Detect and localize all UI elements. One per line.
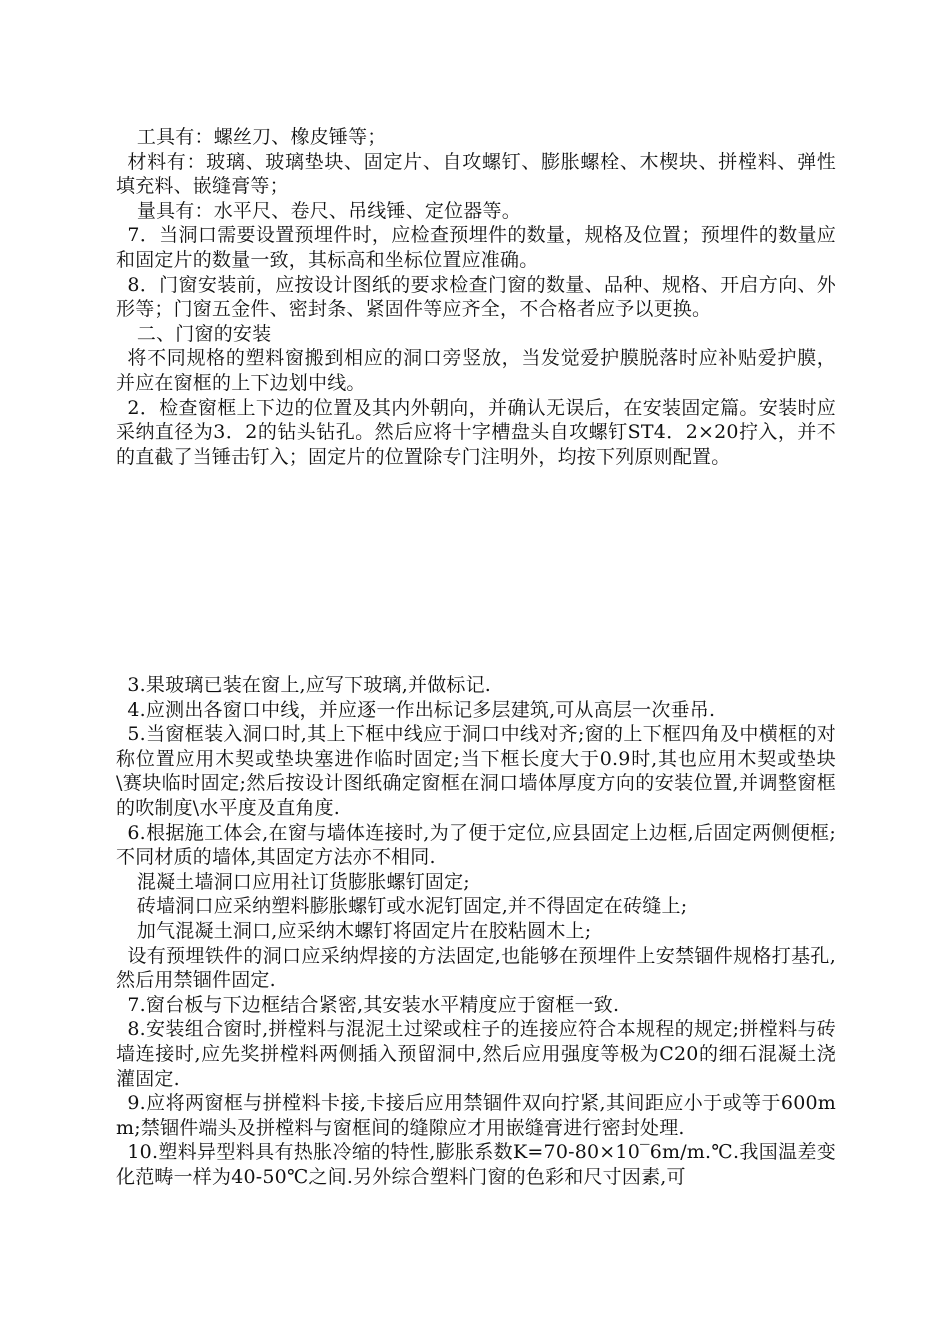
paragraph-item-7: 7．当洞口需要设置预埋件时，应检查预埋件的数量，规格及位置；预埋件的数量应和固定片的数量一致，其标高和坐标位置应准确。 — [116, 224, 836, 271]
paragraph-tools: 工具有：螺丝刀、橡皮锤等； — [136, 126, 387, 148]
paragraph-concrete-wall: 混凝土墙洞口应用社订货膨胀螺钉固定; — [136, 870, 470, 893]
paragraph-measuring-tools: 量具有：水平尺、卷尺、吊线锤、定位器等。 — [136, 199, 521, 222]
paragraph-step-9: 9.应将两窗框与拼樘料卡接,卡接后应用禁锢件双向拧紧,其间距应小于或等于600mm;禁锢件端头及拼樘料与窗框间的缝隙应才用嵌缝膏进行密封处理. — [116, 1092, 836, 1139]
paragraph-brick-wall: 砖墙洞口应采纳塑料膨胀螺钉或水泥钉固定,并不得固定在砖缝上; — [136, 895, 688, 918]
text-block-bottom — [116, 673, 836, 1189]
paragraph-step-8: 8.安装组合窗时,拼樘料与混泥土过梁或柱子的连接应符合本规程的规定;拼樘料与砖墙连接时,应先奖拼樘料两侧插入预留洞中,然后应用强度等极为C20的细石混凝土浇灌固定. — [116, 1018, 836, 1090]
paragraph-step-10: 10.塑料异型料具有热胀冷缩的特性,膨胀系数K=70-80×10‾6m/m.℃.我国温差变化范畴一样为40-50℃之间.另外综合塑料门窗的色彩和尺寸因素,可 — [116, 1141, 836, 1188]
section-heading-installation: 二、门窗的安装 — [136, 322, 272, 345]
paragraph-step-6: 6.根据施工体会,在窗与墙体连接时,为了便于定位,应县固定上边框,后固定两侧便框;不同材质的墙体,其固定方法亦不相同. — [116, 821, 836, 869]
paragraph-materials: 材料有：玻璃、玻璃垫块、固定片、自攻螺钉、膨胀螺栓、木楔块、拼樘料、弹性填充料、嵌缝膏等； — [116, 150, 836, 198]
paragraph-step-3: 3.果玻璃已装在窗上,应写下玻璃,并做标记. — [127, 674, 492, 696]
paragraph-embedded-iron: 设有预埋铁件的洞口应采纳焊接的方法固定,也能够在预埋件上安禁锢件规格打基孔,然后用禁锢件固定. — [116, 944, 836, 992]
paragraph-aerated-concrete: 加气混凝土洞口,应采纳木螺钉将固定片在胶粘圆木上; — [136, 919, 592, 942]
paragraph-step-4: 4.应测出各窗口中线，并应逐一作出标记多层建筑,可从高层一次垂吊. — [127, 698, 716, 721]
paragraph-item-8: 8．门窗安装前，应按设计图纸的要求检查门窗的数量、品种、规格、开启方向、外形等；门窗五金件、密封条、紧固件等应齐全，不合格者应予以更换。 — [116, 273, 836, 321]
paragraph-item-2: 2．检查窗框上下边的位置及其内外朝向，并确认无误后，在安装固定篇。安装时应采纳直径为3．2的钻头钻孔。然后应将十字槽盘头自攻螺钉ST4．2×20拧入，并不的直截了当锤击钉入；固定片的位置除专门注明外，均按下列原则配置。 — [116, 396, 836, 468]
paragraph-install-intro: 将不同规格的塑料窗搬到相应的洞口旁竖放，当发觉爱护膜脱落时应补贴爱护膜，并应在窗框的上下边划中线。 — [116, 347, 836, 394]
paragraph-step-5: 5.当窗框装入洞口时,其上下框中线应于洞口中线对齐;窗的上下框四角及中横框的对称位置应用木契或垫块塞进作临时固定;当下框长度大于0.9时,其也应用木契或垫块\赛块临时固定;然后按设计图纸确定窗框在洞口墙体厚度方向的安装位置,并调整窗框的吹制度\水平度及直角度. — [116, 723, 836, 819]
paragraph-step-7: 7.窗台板与下边框结合紧密,其安装水平精度应于窗框一致. — [127, 993, 620, 1016]
text-block-top — [116, 125, 836, 469]
